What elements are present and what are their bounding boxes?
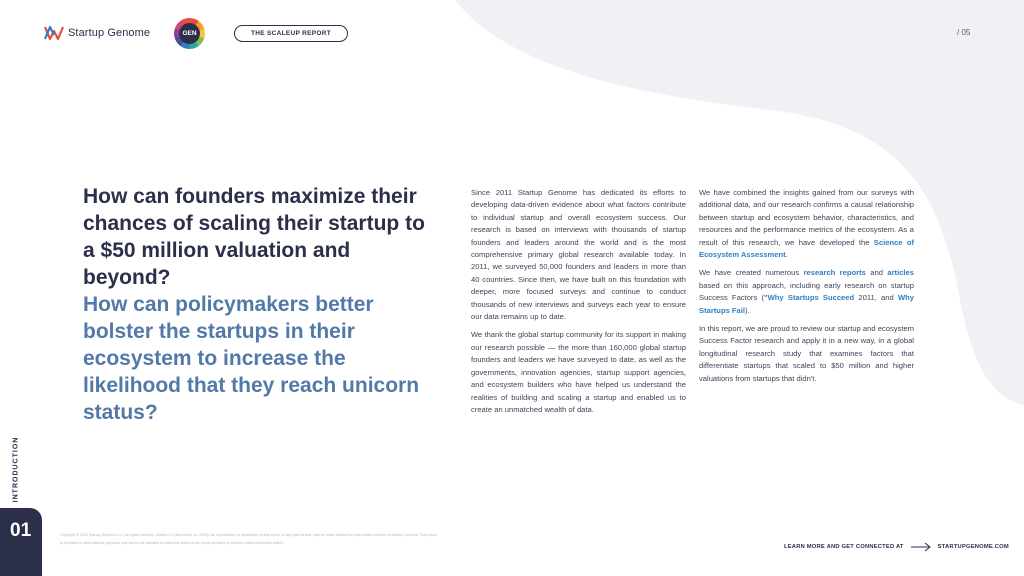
footer-cta[interactable] xyxy=(784,542,1009,552)
headline-question-policymakers: How can policymakers better bolster the startups in their ecosystem to increase the likelihood that they reach unicorn status? xyxy=(83,293,420,424)
why-startups-fail-link[interactable]: Why Startups Fail xyxy=(699,293,914,315)
copyright-notice: Copyright © 2023 Startup Genome LLC. All rights reserved. Version 1.0 (December 14, 2023). No reproduction or distribution of this report, or any part thereof, may be made without the prior written consent of Startup Genome. This report is provided for informational purposes only and is not intended to reflect the views of the report sponsors or partners unless otherwise stated. xyxy=(60,533,437,546)
science-of-ecosystem-assessment-link[interactable]: Science of Ecosystem Assessment xyxy=(699,237,915,260)
startup-genome-mark-icon xyxy=(44,25,64,41)
body-paragraph: Since 2011 Startup Genome has dedicated its efforts to developing data-driven evidence about what factors contribute to individual startup and overall ecosystem success. Our research is based on interviews with thousands of startup founders and leaders around the world and is the most comprehensive primary global research available today. In 2011, we surveyed 50,000 founders and leaders in more than 40 countries. Since then, we have built on this foundation with deeper, more focused surveys and continue to conduct thousands of new interviews and surveys each year to ensure our data remains up to date. xyxy=(471,188,686,322)
text-run: and xyxy=(865,268,888,278)
body-paragraph xyxy=(699,187,914,261)
startup-genome-logo[interactable] xyxy=(44,25,150,41)
section-label xyxy=(2,438,30,500)
text-run: We have created numerous xyxy=(699,268,804,278)
body-column-1 xyxy=(471,187,686,422)
text-run: based on this approach, including early research on startup Success Factors ( xyxy=(699,280,914,303)
gen-logo[interactable] xyxy=(174,18,205,49)
text-run: 2011, and xyxy=(854,293,898,303)
text-run: We have combined the insights gained from our surveys with additional data, and our research confirms a causal relationship between startup and ecosystem behavior, characteristics, and resources and the performance metrics of the ecosystem. As a result of this research, we have developed the xyxy=(699,188,914,247)
articles-link[interactable]: articles xyxy=(887,268,914,278)
body-paragraph xyxy=(699,267,914,317)
cta-text: LEARN MORE AND GET CONNECTED AT xyxy=(784,544,904,550)
report-label-pill[interactable]: THE SCALEUP REPORT xyxy=(234,25,348,42)
body-column-2 xyxy=(699,187,914,391)
page-number: / 05 xyxy=(957,28,971,37)
chapter-tab xyxy=(0,508,42,576)
arrow-right-icon xyxy=(910,542,932,552)
page-header xyxy=(0,0,1024,60)
gen-logo-text: GEN xyxy=(179,23,200,44)
headline-question-founders: How can founders maximize their chances of scaling their startup to a $50 million valuation and beyond? xyxy=(83,185,425,289)
body-paragraph: In this report, we are proud to review our startup and ecosystem Success Factor research and apply it in a new way, in a global longitudinal research study that examines factors that differentiate startups that scaled to $50 million and higher valuations from startups that didn't. xyxy=(699,324,914,383)
brand-name: Startup Genome xyxy=(68,27,151,39)
text-run: ). xyxy=(745,305,750,315)
body-paragraph: We thank the global startup community for its support in making our research possible — the more than 160,000 global startup founders and leaders we have surveyed to date, as well as the governments, innovation agencies, startup support agencies, and ecosystem builders who have helped us understand the realities of building and scaling a startup and enabled us to create an unmatched wealth of data. xyxy=(471,330,686,414)
research-reports-link[interactable]: research reports xyxy=(803,268,866,278)
why-startups-succeed-link[interactable]: "Why Startups Succeed xyxy=(764,293,855,303)
text-run: . xyxy=(785,250,788,260)
chapter-number: 01 xyxy=(10,520,32,541)
website-link[interactable]: STARTUPGENOME.COM xyxy=(937,544,1009,550)
headline xyxy=(83,183,433,426)
section-label-text: INTRODUCTION xyxy=(12,436,20,502)
